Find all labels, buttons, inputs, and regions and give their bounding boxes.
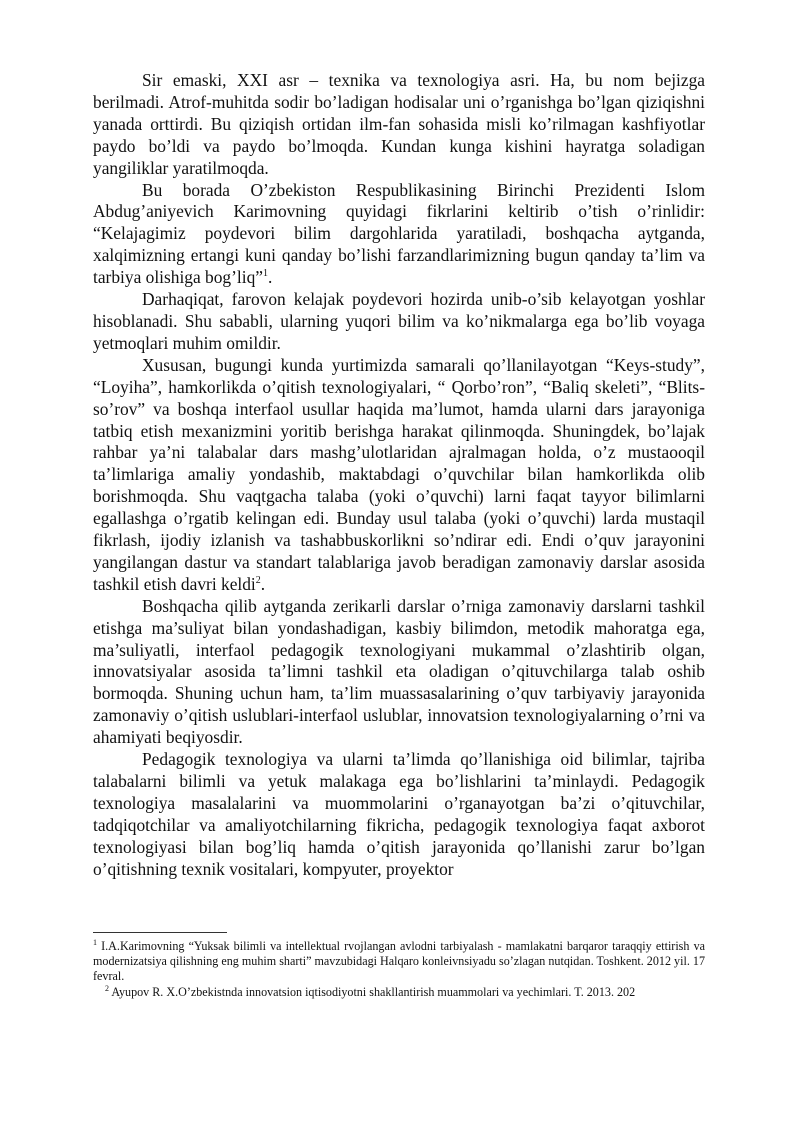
- footnotes: [93, 939, 705, 1000]
- paragraph-1: [93, 70, 705, 180]
- paragraph-3: [93, 289, 705, 355]
- footnote-ref-2[interactable]: 2: [255, 575, 261, 587]
- document-body: [93, 70, 705, 881]
- paragraph-tail: .: [268, 267, 273, 288]
- footnote-text: Ayupov R. X.O’zbekistnda innovatsion iqtisodiyotni shakllantirish muammolari va yechimlari. T. 2013. 202: [109, 985, 636, 999]
- paragraph-text: Sir emaski, XXI asr – texnika va texnologiya asri. Ha, bu nom bejizga berilmadi. Atrof-muhitda sodir bo’ladigan hodisalar uni o’rganishga bo’lgan qiziqishni yanada orttirdi. Bu qiziqish ortidan ilm-fan sohasida misli ko’rilmagan kashfiyotlar paydo bo’ldi va paydo bo’lmoqda. Kundan kunga kishini hayratga soladigan yangiliklar yaratilmoqda.: [93, 70, 705, 178]
- footnote-separator: [93, 932, 227, 933]
- paragraph-text: Bu borada O’zbekiston Respublikasining Birinchi Prezidenti Islom Abdug’aniyevich Karimovning quyidagi fikrlarini keltirib o’tish o’rinlidir: “Kelajagimiz poydevori bilim dargohlarida yaratiladi, boshqacha aytganda, xalqimizning ertangi kuni qanday bo’lishi farzandlarimizning bugun qanday ta’lim va tarbiya olishiga bog’liq”: [93, 179, 705, 288]
- footnote-ref-1[interactable]: 1: [263, 268, 269, 280]
- footnote-2: [93, 985, 705, 1000]
- paragraph-2: [93, 180, 705, 290]
- footnote-1: [93, 939, 705, 984]
- paragraph-6: [93, 749, 705, 880]
- paragraph-text: Darhaqiqat, farovon kelajak poydevori hozirda unib-o’sib kelayotgan yoshlar hisoblanadi. Shu sababli, ularning yuqori bilim va ko’nikmalarga ega bo’lib voyaga yetmoqlari muhim omildir.: [93, 289, 705, 353]
- footnote-mark: 2: [105, 983, 109, 993]
- paragraph-tail: .: [260, 573, 266, 594]
- paragraph-text: Boshqacha qilib aytganda zerikarli darslar o’rniga zamonaviy darslarni tashkil etishga ma’suliyat bilan yondashadigan, kasbiy bilimdon, metodik mahoratga ega, ma’suliyatli, interfaol pedagogik texnologiyani mukammal o’zlashtirib olgan, innovatsiyalar asosida ta’limni tashkil eta oladigan o’qituvchilarga talab oshib bormoqda. Shuning uchun ham, ta’lim muassasalarining o’quv tarbiyaviy jarayonida zamonaviy o’qitish uslublari-interfaol uslublar, innovatsion texnologiyalarning o’rni va ahamiyati beqiyosdir.: [93, 595, 705, 748]
- paragraph-4: [93, 355, 705, 596]
- paragraph-5: [93, 596, 705, 749]
- footnote-mark: 1: [93, 937, 97, 947]
- paragraph-text: Pedagogik texnologiya va ularni ta’limda qo’llanishiga oid bilimlar, tajriba talabalarni bilimli va yetuk malakaga ega bo’lishlarini ta’minlaydi. Pedagogik texnologiya masalalarini va muommolarini o’rganayotgan ba’zi o’qituvchilar, tadqiqotchilar va amaliyotchilarning fikricha, pedagogik texnologiya faqat axborot texnologiyasi bilan bog’liq hamda o’qitish jarayonida qo’llanishi zarur bo’lgan o’qitishning texnik vositalari, kompyuter, proyektor: [93, 749, 705, 879]
- footnote-text: I.A.Karimovning “Yuksak bilimli va intellektual rvojlangan avlodni tarbiyalash - mamlakatni barqaror taraqqiy ettirish va modernizatsiya qilishning eng muhim sharti” mavzubidagi Halqaro konleivnsiyadu so’zlagan nutqidan. Toshkent. 2012 yil. 17 fevral.: [93, 939, 705, 983]
- paragraph-text: Xususan, bugungi kunda yurtimizda samarali qo’llanilayotgan “Keys-study”, “Loyiha”, hamkorlikda o’qitish texnologiyalari, “ Qorbo’ron”, “Baliq skeleti”, “Blits-so’rov” va boshqa interfaol usullar haqida ma’lumot, hamda ularni dars jarayoniga tatbiq etish mexanizmini yoritib berishga harakat qilinmoqda. Shuningdek, bo’lajak rahbar ya’ni talabalar dars mashg’ulotlaridan ajralmagan holda, o’z mustaooqil ta’limlariga amaliy yondashib, maktabdagi o’quvchilar bilan hamkorlikda olib borishmoqda. Shu vaqtgacha talaba (yoki o’quvchi) larni faqat tayyor bilimlarni egallashga o’rgatib kelingan edi. Bunday usul talaba (yoki o’quvchi) larda mustaqil fikrlash, ijodiy izlanish va tashabbuskorlikni so’ndirar edi. Endi o’quv jarayonini yangilangan dastur va standart talablariga javob beradigan zamonaviy darslar asosida tashkil etish davri keldi: [93, 354, 705, 594]
